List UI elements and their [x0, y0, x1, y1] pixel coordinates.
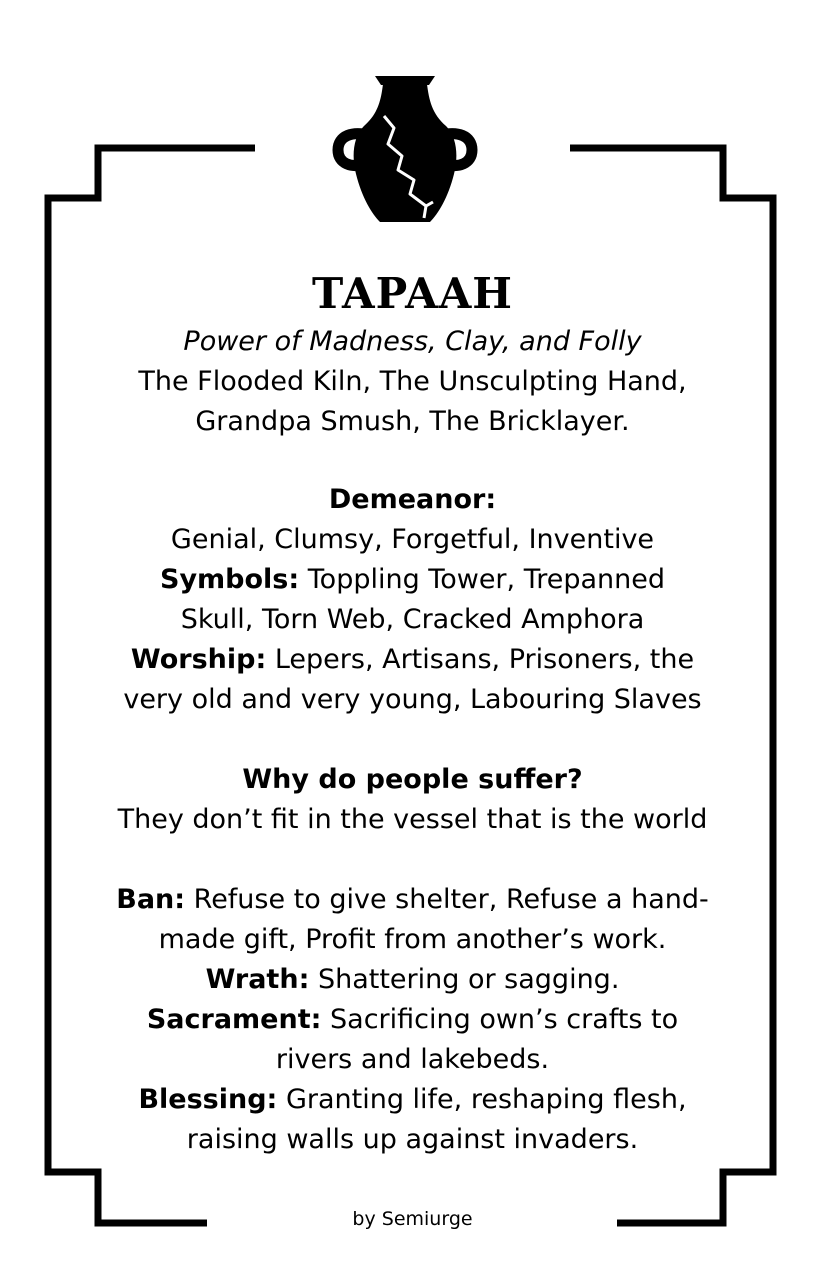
- epithet: Power of Madness, Clay, and Folly: [183, 326, 642, 357]
- worship-text: Lepers, Artisans, Prisoners, the: [266, 644, 695, 675]
- symbols-text-cont: Skull, Torn Web, Cracked Amphora: [180, 604, 645, 635]
- wrath-line: [60, 960, 765, 1000]
- demeanor-heading: Demeanor:: [328, 484, 497, 515]
- demeanor-text: Genial, Clumsy, Forgetful, Inventive: [170, 524, 655, 555]
- cracked-amphora-icon: [330, 70, 480, 230]
- blessing-text-cont: raising walls up against invaders.: [186, 1124, 639, 1155]
- ban-text: Refuse to give shelter, Refuse a hand-: [185, 884, 709, 915]
- sacrament-text-cont: rivers and lakebeds.: [275, 1044, 550, 1075]
- rites-block: [60, 880, 765, 1160]
- ban-text-cont: made gift, Profit from another’s work.: [158, 924, 667, 955]
- wrath-label: Wrath:: [205, 964, 310, 995]
- deity-title: TAPAAH: [312, 269, 513, 318]
- worship-label: Worship:: [130, 644, 267, 675]
- author-credit: by Semiurge: [352, 1208, 473, 1230]
- sacrament-text: Sacrificing own’s crafts to: [321, 1004, 679, 1035]
- symbols-line: [60, 560, 765, 600]
- wrath-text: Shattering or sagging.: [309, 964, 620, 995]
- symbols-text: Toppling Tower, Trepanned: [299, 564, 665, 595]
- sacrament-label: Sacrament:: [146, 1004, 322, 1035]
- alias-line: The Flooded Kiln, The Unsculpting Hand,: [138, 366, 687, 397]
- worship-text-cont: very old and very young, Labouring Slaves: [123, 684, 702, 715]
- ban-label: Ban:: [116, 884, 186, 915]
- blessing-text: Granting life, reshaping flesh,: [277, 1084, 687, 1115]
- attributes-block: [60, 480, 765, 720]
- blessing-line: [60, 1080, 765, 1120]
- blessing-label: Blessing:: [138, 1084, 278, 1115]
- suffer-text: They don’t fit in the vessel that is the world: [117, 804, 708, 835]
- suffer-heading: Why do people suffer?: [242, 764, 583, 795]
- suffering-block: [60, 760, 765, 840]
- alias-line: Grandpa Smush, The Bricklayer.: [195, 406, 630, 437]
- worship-line: [60, 640, 765, 680]
- ban-line: [60, 880, 765, 920]
- symbols-label: Symbols:: [160, 564, 300, 595]
- intro-block: [60, 322, 765, 442]
- sacrament-line: [60, 1000, 765, 1040]
